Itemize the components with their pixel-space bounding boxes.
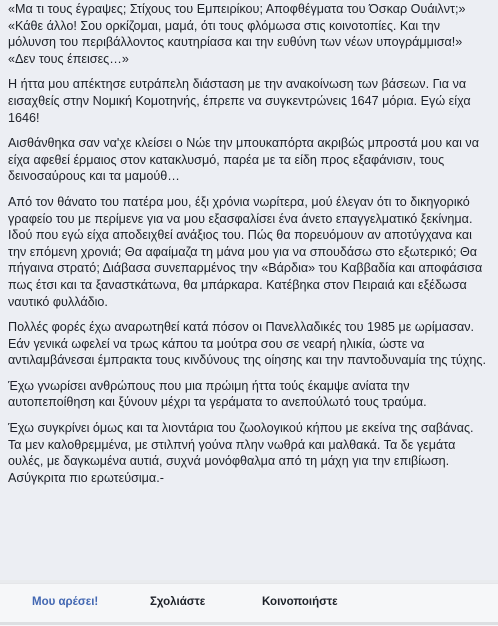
post-paragraph-1: «Μα τι τους έγραψες; Στίχους του Εμπειρίκου; Αποφθέγματα του Όσκαρ Ουάιλντ;» «Κάθε άλλο! Σου ορκίζομαι, μαμά, ότι τους φλόμωσα στις κοινοτοπίες. Και την μόλυνση του περιβάλλοντος καυτηρίασα και την ευθύνη των νέων υπογράμμισα!» «Δεν τους έπεισες…»: [8, 2, 466, 66]
post-action-bar: [0, 583, 498, 626]
comment-button[interactable]: Σχολιάστε: [150, 596, 206, 608]
share-button[interactable]: Κοινοποιήστε: [262, 596, 338, 608]
post-paragraph-7: Έχω συγκρίνει όμως και τα λιοντάρια του ζωολογικού κήπου με εκείνα της σαβάνας. Τα μεν καλοθρεμμένα, με στιλπνή γούνα πλην νωθρά και μαλθακά. Τα δε γεμάτα ουλές, με δαγκωμένα αυτιά, συχνά μονόφθαλμα από τη μάχη για την επιβίωση. Ασύγκριτα πιο ερωτεύσιμα.-: [8, 421, 474, 485]
post-paragraph-2: Η ήττα μου απέκτησε ευτράπελη διάσταση με την ανακοίνωση των βάσεων. Για να εισαχθείς στην Νομική Κομοτηνής, έπρεπε να συγκεντρώνεις 1647 μόρια. Εγώ είχα 1646!: [8, 77, 471, 125]
post-paragraph-5: Πολλές φορές έχω αναρωτηθεί κατά πόσον οι Πανελλαδικές του 1985 με ωρίμασαν. Εάν γενικά ωφελεί να τρως κάπου τα μούτρα σου σε νεαρή ηλικία, ώστε να αντιλαμβάνεσαι έμπρακτα τους κινδύνους της οίησης και την παντοδυναμία της τύχης.: [8, 320, 486, 368]
post-paragraph-6: Έχω γνωρίσει ανθρώπους που μια πρώιμη ήττα τούς έκαμψε ανίατα την αυτοπεποίθηση και ξύνουν μέχρι τα γεράματα το ανεπούλωτό τους τραύμα.: [8, 378, 427, 410]
post-paragraph-3: Αισθάνθηκα σαν να'χε κλείσει ο Νώε την μπουκαπόρτα ακριβώς μπροστά μου και να είχα αφεθεί έρμαιος στον κατακλυσμό, παρέα με τα είδη προς εξαφάνισιν, τους δεινοσαύρους και τα μαμούθ…: [8, 136, 479, 184]
post-paragraph-4: Από τον θάνατο του πατέρα μου, έξι χρόνια νωρίτερα, μού έλεγαν ότι το δικηγορικό γραφείο του με περίμενε για να μου εξασφαλίσει ένα άνετο επαγγελματικό ξεκίνημα. Ιδού που εγώ είχα αποδειχθεί ανάξιος του. Πώς θα πορευόμουν αν αποτύγχανα και την επόμενη χρονιά; Θα αφαίμαζα τη μάνα μου για να σπουδάσω στο εξωτερικό; Θα πήγαινα στρατό; Διάβασα συνεπαρμένος την «Βάρδια» του Καββαδία και αποφάσισα πως έτσι και τα ξαναστκάτωνα, θα μπάρκαρα. Κατέβηκα στον Πειραιά και εξέδωσα ναυτικό φυλλάδιο.: [8, 194, 483, 309]
like-button[interactable]: Μου αρέσει!: [32, 596, 99, 608]
